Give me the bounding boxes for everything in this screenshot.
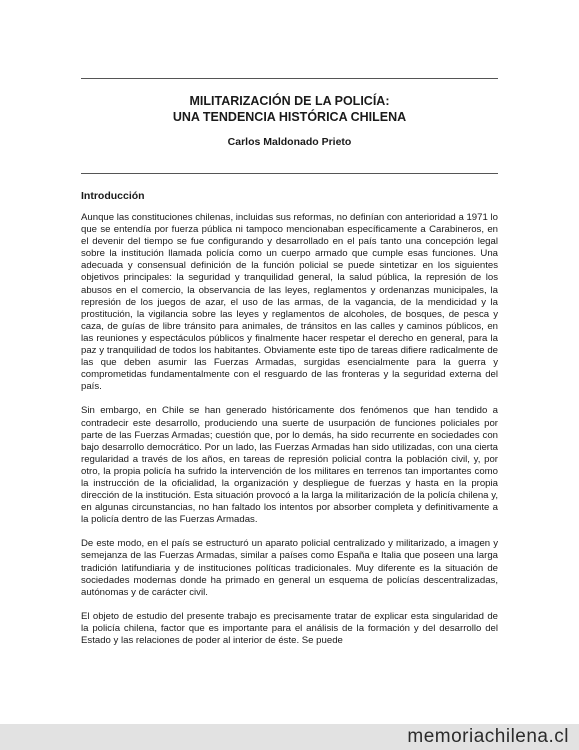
paper-title xyxy=(81,93,498,125)
header-rule xyxy=(81,173,498,174)
title-line-1: MILITARIZACIÓN DE LA POLICÍA: xyxy=(189,94,390,108)
paragraph-4: El objeto de estudio del presente trabajo es precisamente tratar de explicar esta singularidad de la policía chilena, factor que es importante para el análisis de la formación y del desarrollo del Estado y las relaciones de poder al interior de éste. Se puede xyxy=(81,610,498,646)
body-text xyxy=(81,212,498,680)
title-line-2: UNA TENDENCIA HISTÓRICA CHILENA xyxy=(172,110,407,124)
paragraph-3: De este modo, en el país se estructuró un aparato policial centralizado y militarizado, a imagen y semejanza de las Fuerzas Armadas, similar a países como España e Italia que poseen una larga tradición latifundiaria y de instituciones políticas tradicionales. Muy diferente es la situación de sociedades modernas donde ha primado en general un esquema de policías descentralizadas, autónomas y de carácter civil. xyxy=(81,538,498,598)
section-heading: Introducción xyxy=(81,190,145,202)
author-name: Carlos Maldonado Prieto xyxy=(227,136,352,148)
top-rule xyxy=(81,78,498,79)
paragraph-1: Aunque las constituciones chilenas, incluidas sus reformas, no definían con anterioridad a 1971 lo que se entendía por fuerza pública ni tampoco mencionaban específicamente a Carabineros, en el devenir del tiempo se fue configurando y desarrollado en el país tanto una concepción legal sobre la institución llamada policía como un cuerpo armado que cumple esas funciones. Una adecuada y consensual definición de la función policial se puede sintetizar en los siguientes objetivos principales: la seguridad y tranquilidad general, la salud pública, la represión de los abusos en el comercio, la observancia de las leyes, reglamentos y ordenanzas municipales, la represión de los juegos de azar, el uso de las armas, de la vagancia, de la mendicidad y la prostitución, la vigilancia sobre las leyes y reglamentos de alcoholes, de bosques, de pesca y caza, de guías de libre tránsito para animales, de tránsitos en las calles y caminos públicos, en las reuniones y espectáculos públicos y finalmente hacer respetar el derecho en general, para la paz y tranquilidad de todos los habitantes. Obviamente este tipo de tareas difiere radicalmente de las que deben asumir las Fuerzas Armadas, surgidas esencialmente para la guerra y comprometidas fundamentalmente con el resguardo de las fronteras y la seguridad externa del país. xyxy=(81,212,498,393)
watermark: memoriachilena.cl xyxy=(407,726,569,747)
paragraph-2: Sin embargo, en Chile se han generado históricamente dos fenómenos que han tendido a contradecir este desarrollo, produciendo una suerte de usurpación de funciones policiales por parte de las Fuerzas Armadas; cuestión que, por lo demás, ha sido recurrente en sociedades con bajo desarrollo democrático. Por un lado, las Fuerzas Armadas han sido utilizadas, con una cierta regularidad a través de los años, en tareas de represión policial contra la población civil, y, por otro, la propia policía ha sufrido la intervención de los militares en terrenos tan importantes como la instrucción de la oficialidad, la organización y despliegue de fuerzas y hasta en la propia dirección de la institución. Esta situación provocó a la larga la militarización de la policía chilena y, en algunas circunstancias, no han faltado los intentos por absorber completa y definitivamente a la policía dentro de las Fuerzas Armadas. xyxy=(81,405,498,526)
